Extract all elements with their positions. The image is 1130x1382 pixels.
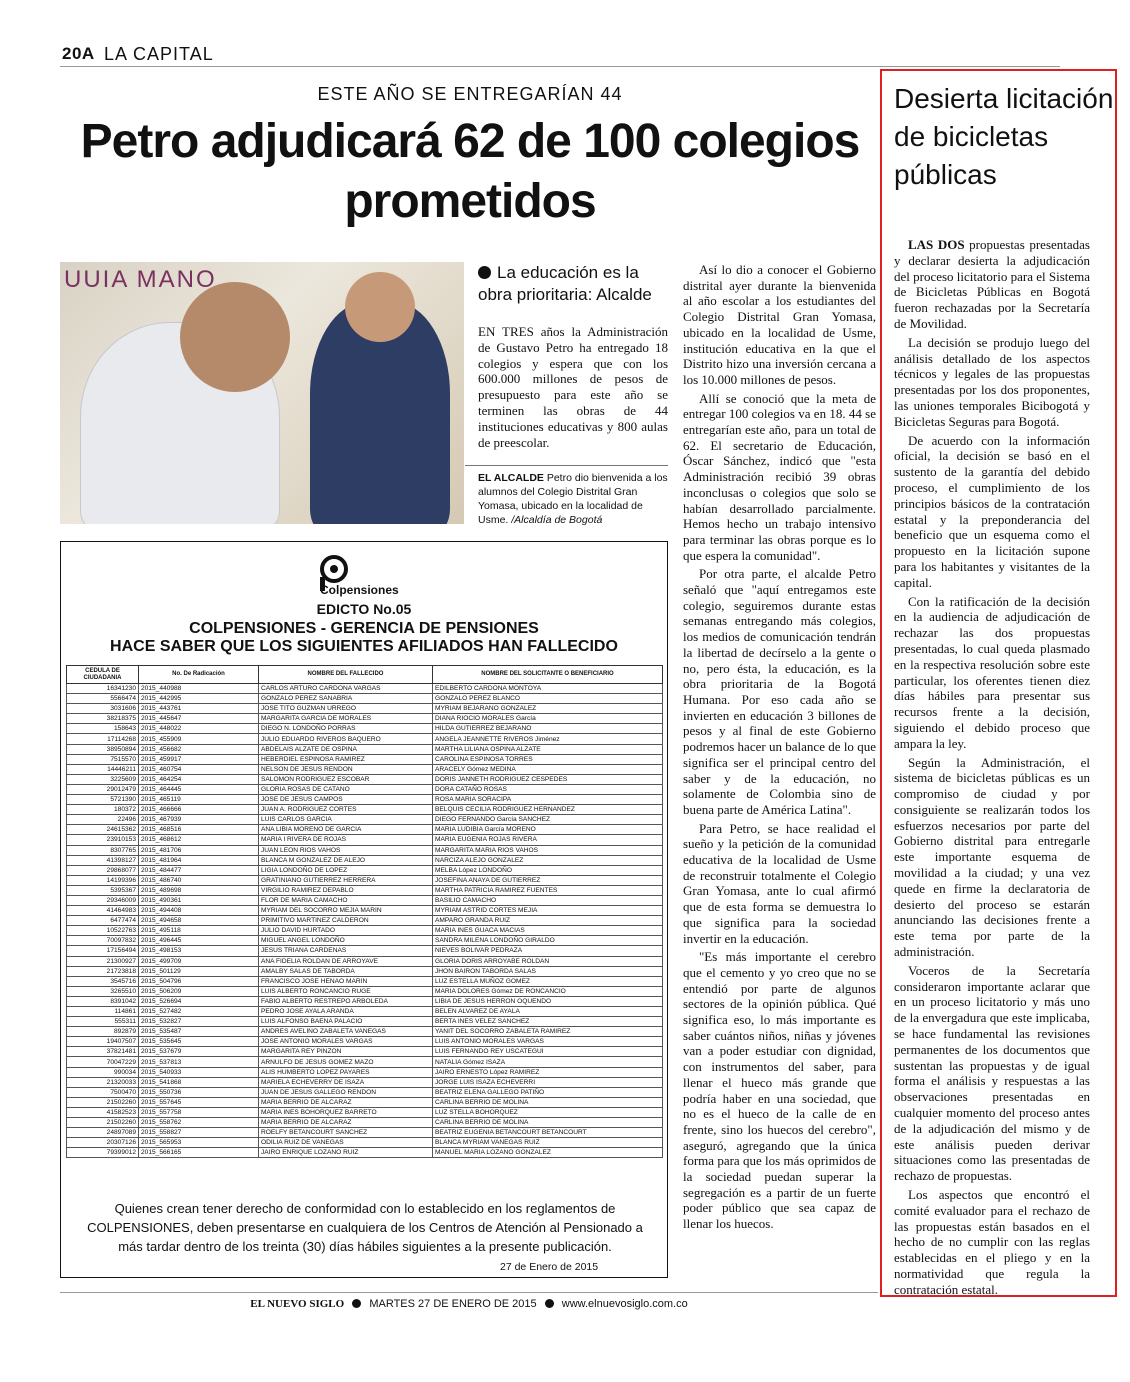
table-cell: GONZALO PEREZ SANABRIA (259, 694, 433, 704)
column-header: NOMBRE DEL SOLICITANTE O BENEFICIARIO (433, 666, 663, 684)
table-cell: JOSEFINA ANAYA DE GUTIERREZ (433, 875, 663, 885)
table-cell: MANUEL MARIA LOZANO GONZALEZ (433, 1148, 663, 1158)
table-row (67, 1037, 663, 1047)
table-row (67, 724, 663, 734)
table-row (67, 784, 663, 794)
table-cell: 2015_489698 (139, 885, 259, 895)
table-row (67, 906, 663, 916)
article-body (683, 262, 876, 1235)
table-cell: FLOR DE MARIA CAMACHO (259, 895, 433, 905)
edict-date: 27 de Enero de 2015 (500, 1261, 599, 1273)
table-cell: 2015_486740 (139, 875, 259, 885)
table-cell: DORIS JANNETH RODRIGUEZ CESPEDES (433, 774, 663, 784)
table-cell: MARIA BERRIO DE ALCARAZ (259, 1118, 433, 1128)
table-cell: 3545716 (67, 976, 139, 986)
table-cell: LUIS ALBERTO RONCANCIO RUGE (259, 986, 433, 996)
table-cell: 2015_448022 (139, 724, 259, 734)
table-cell: JORGE LUIS ISAZA ECHEVERRI (433, 1077, 663, 1087)
table-cell: ODILIA RUIZ DE VANEGAS (259, 1138, 433, 1148)
table-cell: ARACELY Gómez MEDINA (433, 764, 663, 774)
table-cell: 2015_504796 (139, 976, 259, 986)
table-header-row (67, 666, 663, 684)
table-cell: 2015_481964 (139, 855, 259, 865)
table-cell: 70097832 (67, 936, 139, 946)
table-row (67, 1107, 663, 1117)
table-cell: ANDRES AVELINO ZABALETA VANEGAS (259, 1027, 433, 1037)
table-cell: LUIS FERNANDO REY USCATEGUI (433, 1047, 663, 1057)
table-cell: 2015_527482 (139, 1007, 259, 1017)
table-cell: NIEVES BOLIVAR PEDRAZA (433, 946, 663, 956)
table-cell: 892879 (67, 1027, 139, 1037)
table-cell: AMPARO GRANDA RUIZ (433, 916, 663, 926)
table-cell: CAROLINA ESPINOSA TORRES (433, 754, 663, 764)
table-cell: 2015_557645 (139, 1097, 259, 1107)
caption-text: Petro dio bienvenida a los alumnos del Colegio Distrital Gran Yomasa, ubicado en la localidad de Usme. (478, 472, 668, 526)
table-cell: ANA FIDELIA ROLDAN DE ARROYAVE (259, 956, 433, 966)
table-cell: 2015_445647 (139, 714, 259, 724)
photo-head-adult (180, 282, 290, 392)
footer-rule (60, 1292, 878, 1293)
edict-subtitle: HACE SABER QUE LOS SIGUIENTES AFILIADOS HAN FALLECIDO (110, 638, 618, 655)
table-row (67, 805, 663, 815)
caption-lead: EL ALCALDE (478, 472, 544, 484)
table-row (67, 855, 663, 865)
table-cell: MARIA I RIVERA DE ROJAS (259, 835, 433, 845)
table-cell: BLANCA M GONZALEZ DE ALEJO (259, 855, 433, 865)
table-cell: JULIO EDUARDO RIVEROS BAQUERO (259, 734, 433, 744)
table-cell: NARCIZA ALEJO GONZALEZ (433, 855, 663, 865)
table-cell: 2015_466666 (139, 805, 259, 815)
table-cell: 2015_499709 (139, 956, 259, 966)
table-cell: 2015_494408 (139, 906, 259, 916)
edict-title: EDICTO No.05 (316, 601, 412, 617)
footer-brand: EL NUEVO SIGLO (250, 1298, 345, 1310)
article-kicker: ESTE AÑO SE ENTREGARÍAN 44 (317, 84, 623, 104)
table-cell: 2015_464254 (139, 774, 259, 784)
table-row (67, 956, 663, 966)
table-cell: 20307126 (67, 1138, 139, 1148)
table-cell: MARIA INES BOHORQUEZ BARRETO (259, 1107, 433, 1117)
table-cell: 24897089 (67, 1128, 139, 1138)
table-cell: LUZ STELLA BOHORQUEZ (433, 1107, 663, 1117)
table-cell: 17114268 (67, 734, 139, 744)
column-header: NOMBRE DEL FALLECIDO (259, 666, 433, 684)
table-cell: MARIELA ECHEVERRY DE ISAZA (259, 1077, 433, 1087)
table-cell: 2015_468516 (139, 825, 259, 835)
table-cell: 14199396 (67, 875, 139, 885)
table-cell: DORA CATAÑO ROSAS (433, 784, 663, 794)
caption-rule (465, 465, 668, 466)
table-row (67, 774, 663, 784)
table-cell: MYRIAM BEJARANO GONZALEZ (433, 704, 663, 714)
table-cell: 2015_481706 (139, 845, 259, 855)
table-row (67, 1047, 663, 1057)
table-cell: 7515570 (67, 754, 139, 764)
table-cell: 38218375 (67, 714, 139, 724)
table-cell: JOSE DE JESUS CAMPOS (259, 795, 433, 805)
table-cell: 2015_459917 (139, 754, 259, 764)
bullet-icon (545, 1299, 554, 1308)
sidebar-headline: Desierta licitación de bicicletas públicas (894, 83, 1114, 190)
table-cell: 7500470 (67, 1087, 139, 1097)
table-cell: 2015_464445 (139, 784, 259, 794)
photo-caption (478, 471, 668, 527)
body-paragraph: Allí se conoció que la meta de entregar 100 colegios va en 18. 44 se entregarían este año, para un total de 62. El secretario de Educación, Óscar Sánchez, indicó que "esta Administración recibió 39 obras inconclusas o colegios que solo se habían desarrollado parcialmente. Hemos hecho un trabajo intensivo para terminar las obras porque es lo que espera la comunidad". (683, 390, 876, 563)
table-cell: DIANA RIOCIO MORALES García (433, 714, 663, 724)
table-cell: FABIO ALBERTO RESTREPO ARBOLEDA (259, 996, 433, 1006)
table-cell: 180372 (67, 805, 139, 815)
table-cell: ARNULFO DE JESUS GOMEZ MAZO (259, 1057, 433, 1067)
table-cell: 41582523 (67, 1107, 139, 1117)
table-cell: 2015_498153 (139, 946, 259, 956)
sidebar-paragraph: Según la Administración, el sistema de bicicletas públicas es un compromiso de ciudad y por consiguiente se realizarán todos los esfuerzos necesarios por parte del Gobierno distrital para entregarle este importante esquema de movilidad a la ciudad; y una vez quede en firme la declaratoria de desierto del proceso se estarán anunciando las decisiones frente a este tema por parte de la administración. (894, 754, 1090, 960)
table-row (67, 714, 663, 724)
table-cell: MARIA INES GUACA MACIAS (433, 926, 663, 936)
table-cell: ABDELAIS ALZATE DE OSPINA (259, 744, 433, 754)
table-cell: FRANCISCO JOSE HENAO MARIN (259, 976, 433, 986)
table-cell: 2015_537679 (139, 1047, 259, 1057)
sidebar-paragraph: La decisión se produjo luego del análisis detallado de los aspectos técnicos y legales de las propuestas presentadas por los dos proponentes, las uniones temporales Bicibogotá y Bicicletas Seguras para Bogotá. (894, 334, 1090, 429)
table-cell: 16341230 (67, 684, 139, 694)
table-cell: 3225609 (67, 774, 139, 784)
table-cell: JULIO DAVID HURTADO (259, 926, 433, 936)
table-cell: HEBERDIEL ESPINOSA RAMIREZ (259, 754, 433, 764)
table-cell: MARIA LUDIBIA García MORENO (433, 825, 663, 835)
article-subhead (478, 262, 668, 306)
table-cell: SANDRA MILENA LONDOÑO GIRALDO (433, 936, 663, 946)
table-cell: 2015_460754 (139, 764, 259, 774)
table-cell: GRATINIANO GUTIERREZ HERRERA (259, 875, 433, 885)
page-folio: 20A (62, 44, 95, 63)
table-cell: CARLINA BERRIO DE MOLINA (433, 1097, 663, 1107)
table-row (67, 1077, 663, 1087)
table-cell: DIEGO N. LONDOÑO PORRAS (259, 724, 433, 734)
table-cell: 2015_495118 (139, 926, 259, 936)
column-header: CEDULA DE CIUDADANIA (67, 666, 139, 684)
table-cell: ROELFY BETANCOURT SANCHEZ (259, 1128, 433, 1138)
table-cell: 17156494 (67, 946, 139, 956)
table-cell: 2015_496445 (139, 936, 259, 946)
table-row (67, 825, 663, 835)
table-row (67, 885, 663, 895)
table-cell: 2015_484477 (139, 865, 259, 875)
table-cell: PEDRO JOSE AYALA ARANDA (259, 1007, 433, 1017)
article-lead: EN TRES años la Administración de Gustavo Petro ha entregado 18 colegios y espera que con los 600.000 millones de pesos de presupuesto para este año se terminen las obras de 44 instituciones educativas y 800 aulas de preescolar. (478, 324, 668, 450)
table-cell: CARLOS ARTURO CARDONA VARGAS (259, 684, 433, 694)
table-cell: 2015_566165 (139, 1148, 259, 1158)
table-cell: 37821481 (67, 1047, 139, 1057)
table-cell: 2015_535487 (139, 1027, 259, 1037)
table-row (67, 744, 663, 754)
photo-head-child (345, 272, 415, 342)
table-cell: JAIRO ERNESTO López RAMIREZ (433, 1067, 663, 1077)
table-cell: 2015_456682 (139, 744, 259, 754)
table-cell: BERTA INES VELEZ SANCHEZ (433, 1017, 663, 1027)
table-row (67, 1118, 663, 1128)
table-cell: NATALIA Gómez ISAZA (433, 1057, 663, 1067)
body-paragraph: "Es más importante el cerebro que el cemento y yo creo que no se entendió por parte de algunos sectores de la opinión pública. Qué significa eso, lo más importante es saber cuántos niños, niñas y jóvenes van a poder estudiar con dignidad, con instrumentos del saber, para llenar el hueco más grande que podría haber en una sociedad, que no es el hueco de la calle de en frente, sino los huecos del cerebro", aseguró, agregando que la única forma para que los más oprimidos de la sociedad puedan superar la segregación es a partir de un fuerte poder público que sea capaz de llenar los huecos. (683, 949, 876, 1232)
table-cell: 2015_532827 (139, 1017, 259, 1027)
table-cell: 2015_540933 (139, 1067, 259, 1077)
table-cell: 10522763 (67, 926, 139, 936)
table-cell: 2015_468612 (139, 835, 259, 845)
table-cell: 5566474 (67, 694, 139, 704)
edict-note: Quienes crean tener derecho de conformidad con lo establecido en los reglamentos de COLPENSIONES, deben presentarse en cualquiera de los Centros de Atención al Pensionado a más tardar dentro de los treinta (30) días hábiles siguientes a la presente publicación. (87, 1201, 643, 1254)
table-cell: GONZALO PEREZ BLANCO (433, 694, 663, 704)
table-cell: MARTHA LILIANA OSPINA ALZATE (433, 744, 663, 754)
table-cell: 2015_501129 (139, 966, 259, 976)
footer-url[interactable]: www.elnuevosiglo.com.co (561, 1298, 688, 1310)
table-cell: BEATRIZ EUGENIA BETANCOURT BETANCOURT (433, 1128, 663, 1138)
page-footer (60, 1298, 878, 1310)
table-cell: LUZ ESTELLA MUÑOZ GOMEZ (433, 976, 663, 986)
table-cell: 2015_494658 (139, 916, 259, 926)
table-row (67, 1097, 663, 1107)
table-cell: PRIMITIVO MARTINEZ CALDERON (259, 916, 433, 926)
table-row (67, 835, 663, 845)
table-cell: 2015_443761 (139, 704, 259, 714)
sidebar-paragraph: Con la ratificación de la decisión en la audiencia de adjudicación de rechazar las dos propuestas presentadas, lo cual queda plasmado en la respectiva resolución sobre este particular, los oferentes tienen diez días hábiles para presentar sus recursos frente a la decisión, siguiendo el debido proceso que ampara la ley. (894, 593, 1090, 751)
bullet-icon (478, 266, 491, 279)
table-cell: LIBIA DE JESUS HERRON OQUENDO (433, 996, 663, 1006)
table-cell: MARIA DOLORES Gómez DE RONCANCIO (433, 986, 663, 996)
table-cell: 2015_506209 (139, 986, 259, 996)
table-row (67, 704, 663, 714)
sidebar-lead-cap: LAS DOS (908, 237, 965, 252)
table-row (67, 986, 663, 996)
sidebar-body (894, 237, 1090, 1301)
table-cell: 21320033 (67, 1077, 139, 1087)
table-cell: 21300927 (67, 956, 139, 966)
table-cell: LIGIA LONDOÑO DE LOPEZ (259, 865, 433, 875)
table-cell: 29346009 (67, 895, 139, 905)
table-row (67, 845, 663, 855)
table-row (67, 1007, 663, 1017)
table-cell: MARIA EUGENIA ROJAS RIVERA (433, 835, 663, 845)
section-name: LA CAPITAL (104, 44, 214, 64)
table-row (67, 926, 663, 936)
table-cell: 2015_537813 (139, 1057, 259, 1067)
table-row (67, 966, 663, 976)
table-cell: 29868077 (67, 865, 139, 875)
table-cell: BASILIO CAMACHO (433, 895, 663, 905)
table-cell: 38950894 (67, 744, 139, 754)
table-cell: 79399012 (67, 1148, 139, 1158)
table-cell: JHON BAIRON TABORDA SALAS (433, 966, 663, 976)
table-row (67, 996, 663, 1006)
table-cell: MIGUEL ANGEL LONDOÑO (259, 936, 433, 946)
footer-date: MARTES 27 DE ENERO DE 2015 (369, 1298, 537, 1310)
table-row (67, 936, 663, 946)
table-cell: ANGELA JEANNETTE RIVEROS Jiménez (433, 734, 663, 744)
table-row (67, 694, 663, 704)
table-cell: 114861 (67, 1007, 139, 1017)
table-row (67, 895, 663, 905)
table-row (67, 764, 663, 774)
table-cell: 3031606 (67, 704, 139, 714)
table-cell: JUAN LEON RIOS VAHOS (259, 845, 433, 855)
table-cell: MARGARITA MARIA RIOS VAHOS (433, 845, 663, 855)
table-cell: ROSA MARIA SORACIPA (433, 795, 663, 805)
sidebar-paragraph: Los aspectos que encontró el comité evaluador para el rechazo de las propuestas están basados en el hecho de no cumplir con las reglas establecidas en el pliego y en la normatividad que regula la contratación estatal. (894, 1187, 1090, 1297)
table-cell: 22496 (67, 815, 139, 825)
table-cell: 2015_535645 (139, 1037, 259, 1047)
sidebar-paragraph (894, 237, 1090, 332)
table-cell: JUAN DE JESUS GALLEGO RENDON (259, 1087, 433, 1097)
table-cell: BEATRIZ ELENA GALLEGO PATIÑO (433, 1087, 663, 1097)
table-row (67, 815, 663, 825)
table-row (67, 684, 663, 694)
table-cell: MARTHA PATRICIA RAMIREZ FUENTES (433, 885, 663, 895)
table-row (67, 865, 663, 875)
table-row (67, 1148, 663, 1158)
table-cell: BELEN ALVAREZ DE AYALA (433, 1007, 663, 1017)
table-cell: 2015_558827 (139, 1128, 259, 1138)
table-cell: 21502260 (67, 1118, 139, 1128)
table-cell: AMALBY SALAS DE TABORDA (259, 966, 433, 976)
table-cell: LUIS ALFONSO BAENA PALACIO (259, 1017, 433, 1027)
table-cell: 6477474 (67, 916, 139, 926)
table-cell: GLORIA DORIS ARROYABE ROLDAN (433, 956, 663, 966)
table-cell: 21723818 (67, 966, 139, 976)
table-cell: 29012479 (67, 784, 139, 794)
table-cell: 2015_467939 (139, 815, 259, 825)
table-cell: 2015_465119 (139, 795, 259, 805)
table-cell: MARIA BERRIO DE ALCARAZ (259, 1097, 433, 1107)
table-cell: 14446211 (67, 764, 139, 774)
table-cell: 8307765 (67, 845, 139, 855)
table-cell: CARLINA BERRIO DE MOLINA (433, 1118, 663, 1128)
table-cell: 2015_440988 (139, 684, 259, 694)
body-paragraph: Por otra parte, el alcalde Petro señaló que "aquí entregamos este colegio, seguiremos durante estas semanas entregando más colegios, los medios de comunicación tendrán la libertad de decírselo a la gente o no, pero ésta, la educación, es la obra prioritaria de la Bogotá Humana. Por eso cada año se invierten en educación 3 billones de pesos y al final de este Gobierno podremos hacer un balance de lo que significa ser el principal centro del saber y de la educación, no solamente de Colombia sino de buena parte de América Latina". (683, 566, 876, 817)
table-row (67, 875, 663, 885)
table-cell: JOSE ANTONIO MORALES VARGAS (259, 1037, 433, 1047)
sidebar-paragraph: De acuerdo con la información oficial, la decisión se basó en el sustento de la garantía del debido proceso, el cumplimiento de los principios básicos de la contratación estatal y la preponderancia del beneficio que un esquema como el propuesto en la licitación supone para los habitantes y visitantes de la capital. (894, 432, 1090, 590)
table-cell: 21502260 (67, 1097, 139, 1107)
deceased-table (66, 665, 663, 1158)
table-row (67, 916, 663, 926)
table-cell: 23910153 (67, 835, 139, 845)
table-cell: 2015_558762 (139, 1118, 259, 1128)
table-cell: 70047229 (67, 1057, 139, 1067)
table-cell: MARGARITA REY PINZON (259, 1047, 433, 1057)
table-cell: 2015_526694 (139, 996, 259, 1006)
table-cell: 24615362 (67, 825, 139, 835)
table-cell: BELQUIS CECILIA RODRIGUEZ HERNANDEZ (433, 805, 663, 815)
article-headline: Petro adjudicará 62 de 100 colegios prometidos (80, 115, 860, 228)
table-cell: 2015_541868 (139, 1077, 259, 1087)
table-row (67, 1067, 663, 1077)
table-cell: 5721390 (67, 795, 139, 805)
table-cell: GLORIA ROSAS DE CATANO (259, 784, 433, 794)
table-row (67, 1138, 663, 1148)
table-row (67, 1057, 663, 1067)
table-row (67, 734, 663, 744)
column-header: No. De Radicación (139, 666, 259, 684)
table-cell: MYRIAM DEL SOCORRO MEJIA MARIN (259, 906, 433, 916)
table-cell: 41464983 (67, 906, 139, 916)
table-cell: JOSE TITO GUZMAN URREGO (259, 704, 433, 714)
table-cell: NELSON DE JESUS RENDON (259, 764, 433, 774)
table-cell: 5395367 (67, 885, 139, 895)
body-paragraph: Así lo dio a conocer el Gobierno distrital ayer durante la bienvenida al año escolar a los estudiantes del Colegio Distrital Gran Yomasa, ubicado en la localidad de Usme, institución educativa en la que el Distrito hizo una inversión cercana a los 10.000 millones de pesos. (683, 262, 876, 387)
table-cell: 2015_550736 (139, 1087, 259, 1097)
table-cell: MELBA López LONDOÑO (433, 865, 663, 875)
table-row (67, 754, 663, 764)
table-cell: JUAN A. RODRIGUEZ CORTES (259, 805, 433, 815)
table-row (67, 1017, 663, 1027)
table-cell: 2015_455909 (139, 734, 259, 744)
table-row (67, 976, 663, 986)
table-cell: 555311 (67, 1017, 139, 1027)
table-cell: DIEGO FERNANDO García SANCHEZ (433, 815, 663, 825)
header-rule (60, 66, 1060, 67)
table-cell: ALIS HUMBERTO LOPEZ PAYARES (259, 1067, 433, 1077)
table-cell: 41398127 (67, 855, 139, 865)
table-cell: LUIS ANTONIO MORALES VARGAS (433, 1037, 663, 1047)
body-paragraph: Para Petro, se hace realidad el sueño y la petición de la comunidad educativa de la localidad de Usme de reconstruir totalmente el Colegio Gran Yomasa, ante lo cual afirmó que de esta forma se demuestra lo que significa para la sociedad invertir en la educación. (683, 820, 876, 946)
table-cell: VIRGILIO RAMIREZ DEPABLO (259, 885, 433, 895)
table-row (67, 1128, 663, 1138)
table-cell: 2015_442995 (139, 694, 259, 704)
table-cell: JESUS TRIANA CARDENAS (259, 946, 433, 956)
colpensiones-logo-text: Colpensiones (320, 583, 399, 597)
table-cell: MYRIAM ASTRID CORTES MEJIA (433, 906, 663, 916)
table-row (67, 795, 663, 805)
table-cell: 2015_490361 (139, 895, 259, 905)
table-cell: EDILBERTO CARDONA MONTOYA (433, 684, 663, 694)
table-cell: 2015_565953 (139, 1138, 259, 1148)
table-cell: JAIRO ENRIQUE LOZANO RUIZ (259, 1148, 433, 1158)
table-cell: 8391042 (67, 996, 139, 1006)
table-cell: 990034 (67, 1067, 139, 1077)
caption-credit: /Alcaldía de Bogotá (508, 514, 603, 526)
table-cell: HILDA GUTIERREZ BEJARANO (433, 724, 663, 734)
table-cell: BLANCA MYRIAM VANEGAS RUIZ (433, 1138, 663, 1148)
sidebar-paragraph-text: propuestas presentadas y declarar desierta la adjudicación del proceso licitatorio para el Sistema de Bicicletas Públicas en Bogotá fueron rechazadas por la Secretaría de Movilidad. (894, 237, 1091, 331)
table-cell: YANIT DEL SOCORRO ZABALETA RAMIREZ (433, 1027, 663, 1037)
table-cell: 19407507 (67, 1037, 139, 1047)
table-cell: MARGARITA GARCIA DE MORALES (259, 714, 433, 724)
sidebar-paragraph: Voceros de la Secretaría consideraron importante aclarar que en un proceso licitatorio y más uno de la envergadura que este implicaba, se hace fundamental las revisiones permanentes de los documentos que sustentan las propuestas y de igual forma el análisis y respuestas a las observaciones presentadas en cualquier momento del proceso antes de la adjudicación del mismo y de este análisis pueden derivar situaciones como las presentadas de rechazo de propuestas. (894, 962, 1090, 1184)
table-cell: 158643 (67, 724, 139, 734)
photo-wall-text: UUIA MANO (64, 266, 217, 293)
table-cell: 3265510 (67, 986, 139, 996)
table-cell: LUIS CARLOS GARCIA (259, 815, 433, 825)
subhead-text: La educación es la obra prioritaria: Alcalde (478, 263, 652, 304)
edict-org: COLPENSIONES - GERENCIA DE PENSIONES (189, 620, 539, 637)
bullet-icon (352, 1299, 361, 1308)
table-cell: 2015_557758 (139, 1107, 259, 1117)
article-photo (60, 262, 464, 524)
table-row (67, 1027, 663, 1037)
table-row (67, 1087, 663, 1097)
table-cell: SALOMON RODRIGUEZ ESCOBAR (259, 774, 433, 784)
table-row (67, 946, 663, 956)
table-cell: ANA LIBIA MORENO DE GARCIA (259, 825, 433, 835)
